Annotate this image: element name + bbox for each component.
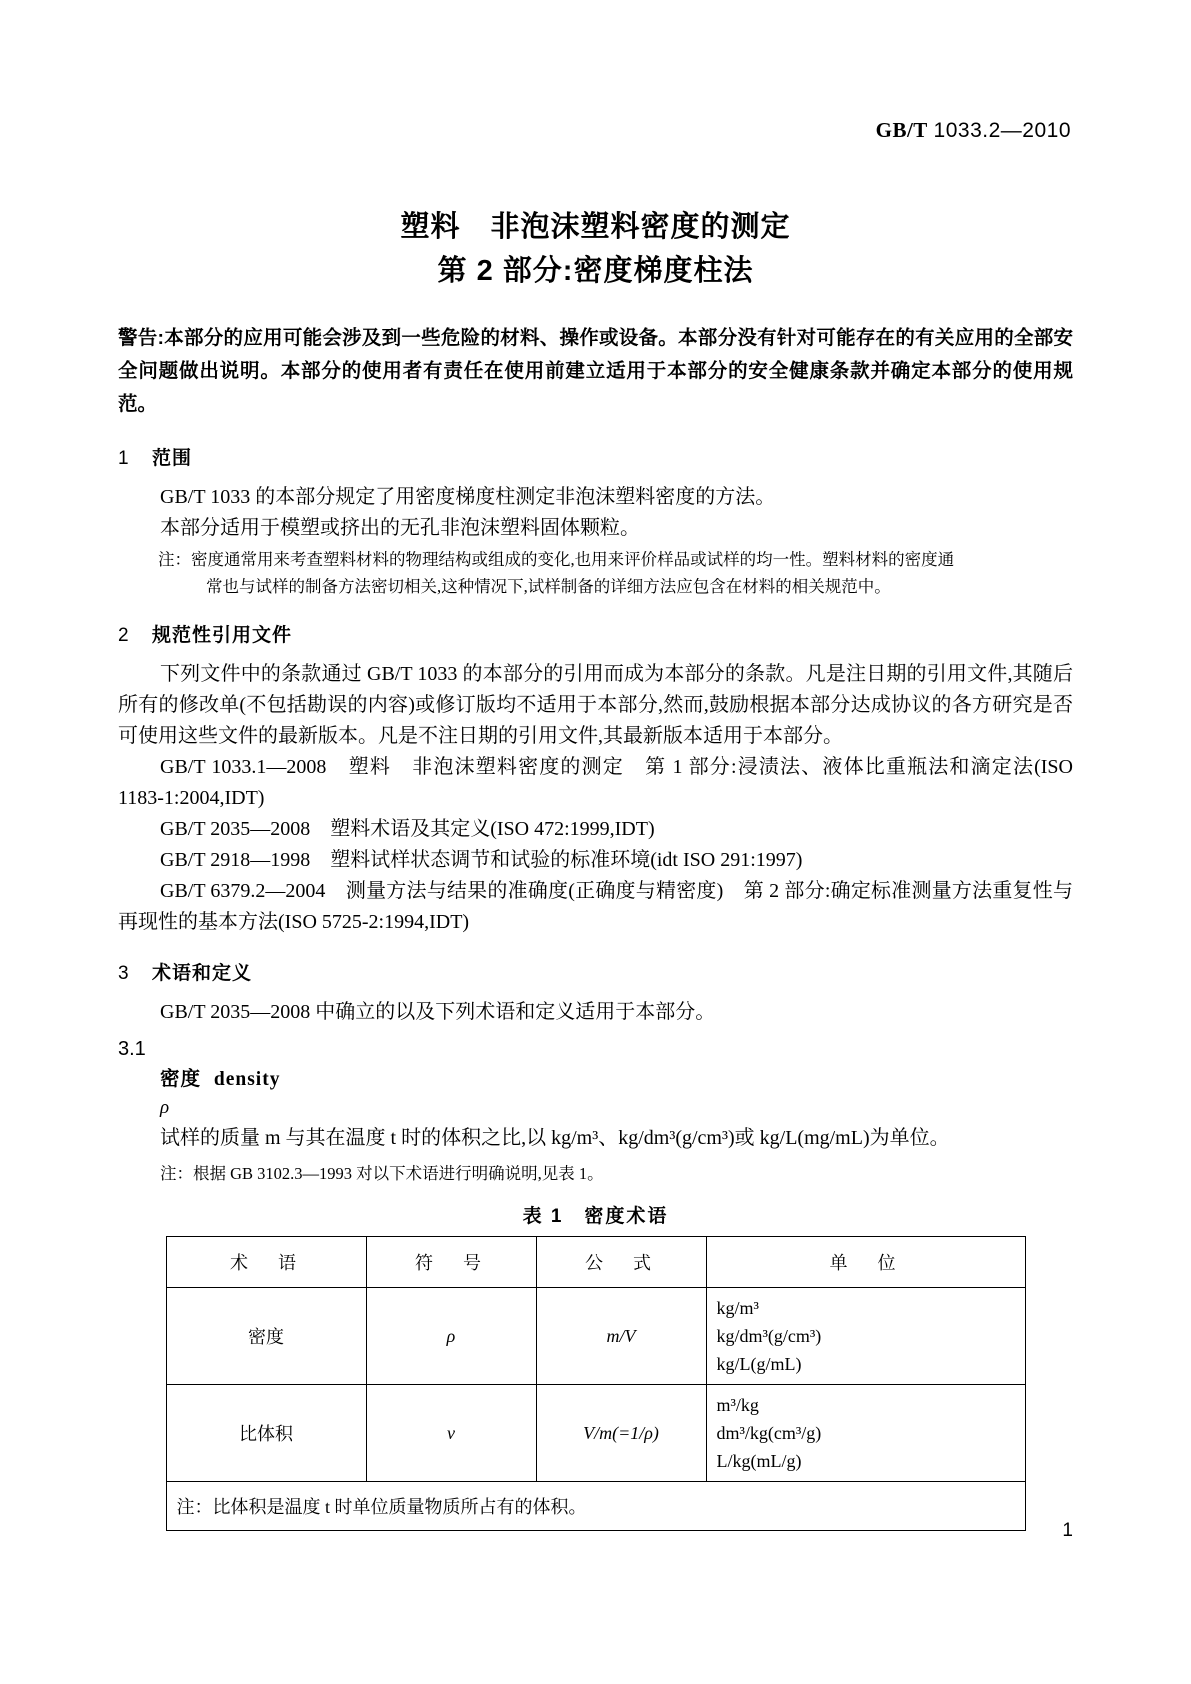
term-note: 注：根据 GB 3102.3—1993 对以下术语进行明确说明,见表 1。 bbox=[160, 1164, 604, 1183]
page-header bbox=[0, 118, 1191, 143]
table-footnote-row bbox=[166, 1482, 1025, 1531]
unit-line: kg/dm³(g/cm³) bbox=[716, 1326, 822, 1346]
table-cell-term: 密度 bbox=[166, 1288, 366, 1385]
section-1-note bbox=[118, 546, 1073, 600]
section-1-paragraph-1: GB/T 1033 的本部分规定了用密度梯度柱测定非泡沫塑料密度的方法。 bbox=[160, 486, 776, 508]
term-english: density bbox=[213, 1069, 281, 1090]
term-entry bbox=[118, 1063, 1073, 1091]
section-heading-1 bbox=[118, 443, 1073, 470]
unit-line: m³/kg bbox=[716, 1395, 759, 1415]
table-header-cell: 符 号 bbox=[366, 1237, 536, 1288]
table-cell-symbol: ρ bbox=[366, 1288, 536, 1385]
section-number-2: 2 bbox=[118, 625, 130, 646]
document-body bbox=[118, 322, 1073, 1531]
table-caption: 表 1 密度术语 bbox=[522, 1206, 669, 1227]
warning-paragraph: 警告:本部分的应用可能会涉及到一些危险的材料、操作或设备。本部分没有针对可能存在的有关应用的全部安全问题做出说明。本部分的使用者有责任在使用前建立适用于本部分的安全健康条款并确定本部分的使用规范。 bbox=[118, 327, 1073, 415]
term-chinese: 密度 bbox=[160, 1068, 202, 1090]
reference-item: GB/T 1033.1—2008 塑料 非泡沫塑料密度的测定 第 1 部分:浸渍法、液体比重瓶法和滴定法(ISO 1183-1:2004,IDT) bbox=[118, 756, 1073, 809]
title-line-1: 塑料 非泡沫塑料密度的测定 bbox=[400, 211, 791, 243]
section-number-1: 1 bbox=[118, 448, 130, 469]
reference-item: GB/T 6379.2—2004 测量方法与结果的准确度(正确度与精密度) 第 2 部分:确定标准测量方法重复性与再现性的基本方法(ISO 5725-2:1994,IDT) bbox=[118, 880, 1073, 933]
standard-number: 1033.2—2010 bbox=[933, 119, 1071, 142]
table-header-cell: 术 语 bbox=[166, 1237, 366, 1288]
table-cell-symbol: v bbox=[366, 1385, 536, 1482]
section-title-2: 规范性引用文件 bbox=[152, 625, 293, 646]
table-cell-units bbox=[706, 1385, 1025, 1482]
section-2-intro: 下列文件中的条款通过 GB/T 1033 的本部分的引用而成为本部分的条款。凡是注日期的引用文件,其随后所有的修改单(不包括勘误的内容)或修订版均不适用于本部分,然而,鼓励根据本部分达成协议的各方研究是否可使用这些文件的最新版本。凡是不注日期的引用文件,其最新版本适用于本部分。 bbox=[118, 663, 1073, 747]
table-cell-formula: V/m(=1/ρ) bbox=[536, 1385, 706, 1482]
title-line-2: 第 2 部分:密度梯度柱法 bbox=[437, 255, 754, 287]
table-row bbox=[166, 1385, 1025, 1482]
section-1-note-line-2: 常也与试样的制备方法密切相关,这种情况下,试样制备的详细方法应包含在材料的相关规范中。 bbox=[206, 577, 891, 596]
term-symbol: ρ bbox=[160, 1097, 170, 1118]
table-cell-term: 比体积 bbox=[166, 1385, 366, 1482]
table-header-row bbox=[166, 1237, 1025, 1288]
unit-line: L/kg(mL/g) bbox=[716, 1451, 802, 1471]
unit-line: kg/L(g/mL) bbox=[716, 1354, 802, 1374]
standard-prefix: GB/T bbox=[875, 118, 928, 142]
density-terminology-table bbox=[166, 1236, 1026, 1531]
table-footnote: 注：比体积是温度 t 时单位质量物质所占有的体积。 bbox=[166, 1482, 1025, 1531]
section-number-3: 3 bbox=[118, 963, 130, 984]
page-number: 1 bbox=[1062, 1520, 1073, 1541]
reference-item: GB/T 2918—1998 塑料试样状态调节和试验的标准环境(idt ISO 291:1997) bbox=[160, 849, 803, 871]
reference-item: GB/T 2035—2008 塑料术语及其定义(ISO 472:1999,IDT) bbox=[160, 818, 655, 840]
section-title-3: 术语和定义 bbox=[152, 963, 253, 984]
page-title bbox=[0, 205, 1191, 293]
unit-line: kg/m³ bbox=[716, 1298, 759, 1318]
table-cell-units bbox=[706, 1288, 1025, 1385]
subsection-number-3-1: 3.1 bbox=[118, 1038, 146, 1060]
section-3-intro: GB/T 2035—2008 中确立的以及下列术语和定义适用于本部分。 bbox=[160, 1001, 716, 1023]
section-heading-3 bbox=[118, 958, 1073, 985]
table-header-cell: 单 位 bbox=[706, 1237, 1025, 1288]
section-title-1: 范围 bbox=[152, 448, 193, 469]
section-1-paragraph-2: 本部分适用于模塑或挤出的无孔非泡沫塑料固体颗粒。 bbox=[160, 517, 640, 539]
table-header-cell: 公 式 bbox=[536, 1237, 706, 1288]
table-cell-formula: m/V bbox=[536, 1288, 706, 1385]
section-1-note-line-1: 注：密度通常用来考查塑料材料的物理结构或组成的变化,也用来评价样品或试样的均一性。塑料材料的密度通 bbox=[158, 550, 955, 569]
section-heading-2 bbox=[118, 620, 1073, 647]
term-definition: 试样的质量 m 与其在温度 t 时的体积之比,以 kg/m³、kg/dm³(g/cm³)或 kg/L(mg/mL)为单位。 bbox=[160, 1127, 950, 1149]
unit-line: dm³/kg(cm³/g) bbox=[716, 1423, 822, 1443]
table-row bbox=[166, 1288, 1025, 1385]
